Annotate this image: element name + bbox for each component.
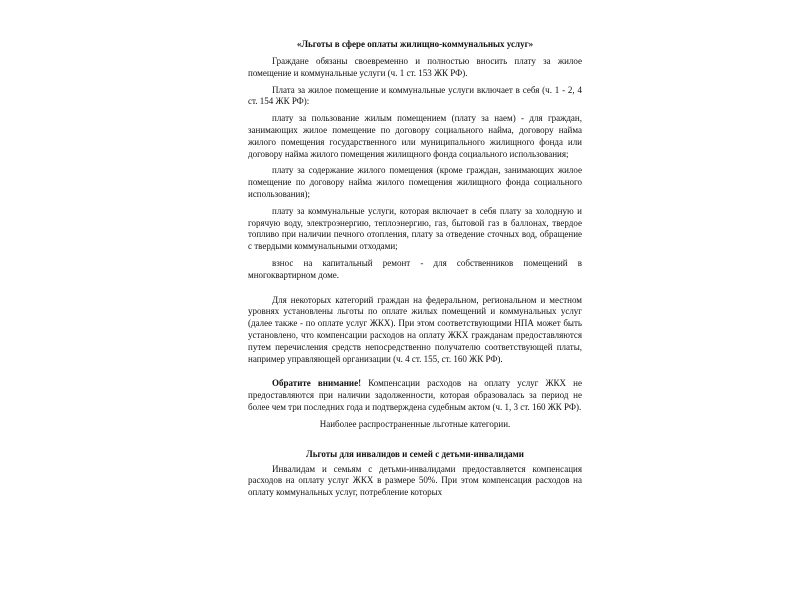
section-title-disabled: Льготы для инвалидов и семей с детьми-инвалидами <box>306 448 524 459</box>
paragraph-payment-includes: Плата за жилое помещение и коммунальные услуги включает в себя (ч. 1 - 2, 4 ст. 154 ЖК РФ): <box>248 84 582 107</box>
paragraph-capital-repair: взнос на капитальный ремонт - для собственников помещений в многоквартирном доме. <box>248 257 582 280</box>
document-title: «Льготы в сфере оплаты жилищно-коммунальных услуг» <box>296 39 534 49</box>
paragraph-rent-payment: плату за пользование жилым помещением (плату за наем) - для граждан, занимающих жилое помещение по договору социального найма, договору найма жилого помещения государственного или муниципального жилищного фонда или договору найма жилого помещения жилищного фонда социального использования; <box>248 113 582 159</box>
document-page <box>248 38 582 504</box>
paragraph-obligation: Граждане обязаны своевременно и полностью вносить плату за жилое помещение и коммунальные услуги (ч. 1 ст. 153 ЖК РФ). <box>248 56 582 78</box>
notice-text: Компенсации расходов на оплату услуг ЖКХ не предоставляются при наличии задолженности, которая образовалась за период не более чем три последних года и подтверждена судебным актом (ч. 1, 3 ст. 160 ЖК РФ). <box>248 378 582 412</box>
notice-paragraph <box>248 378 582 413</box>
paragraph-maintenance-payment: плату за содержание жилого помещения (кроме граждан, занимающих жилое помещение по договору найма жилого помещения жилищного фонда социального использования); <box>248 165 582 199</box>
categories-intro: Наиболее распространенные льготные категории. <box>319 418 511 429</box>
paragraph-benefits-overview: Для некоторых категорий граждан на федеральном, региональном и местном уровнях установлены льготы по оплате жилых помещений и коммунальных услуг (далее также - по оплате услуг ЖКХ). При этом соответствующими НПА может быть установлено, что компенсации расходов на оплату ЖКХ гражданам предоставляются путем перечисления средств непосредственно получателю соответствующей платы, например управляющей организации (ч. 4 ст. 155, ст. 160 ЖК РФ). <box>248 294 582 364</box>
notice-label: Обратите внимание! <box>272 378 362 389</box>
paragraph-utilities-payment: плату за коммунальные услуги, которая включает в себя плату за холодную и горячую воду, электроэнергию, теплоэнергию, газ, бытовой газ в баллонах, твердое топливо при наличии печного отопления, плату за отведение сточных вод, обращение с твердыми коммунальными отходами; <box>248 205 582 252</box>
paragraph-disabled-compensation: Инвалидам и семьям с детьми-инвалидами предоставляется компенсация расходов на оплату услуг ЖКХ в размере 50%. При этом компенсация расходов на оплату коммунальных услуг, потребление которых <box>248 463 582 498</box>
